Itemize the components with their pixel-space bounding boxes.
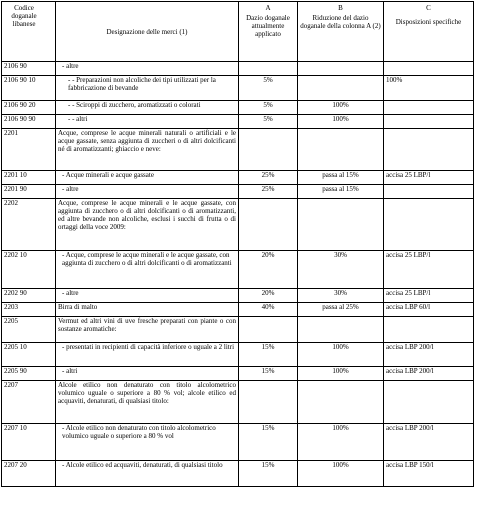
row-col-c: [384, 62, 474, 76]
row-code: 2106 90 20: [2, 101, 56, 115]
row-col-c: accisa LBP 60/l: [384, 303, 474, 317]
table-row: [2, 115, 474, 129]
row-code: 2201 90: [2, 185, 56, 199]
row-desc: - Acque minerali e acque gassate: [56, 171, 239, 185]
row-desc: - Acque, comprese le acque minerali e le acque gassate, con aggiunta di zucchero o di altri dolcificanti o di aromatizzanti: [56, 251, 239, 289]
row-col-b: passa al 25%: [298, 303, 384, 317]
row-col-b: [298, 317, 384, 343]
row-code: 2205 10: [2, 343, 56, 367]
row-desc: Vermut ed altri vini di uve fresche preparati con piante o con sostanze aromatiche:: [56, 317, 239, 343]
table-row: [2, 381, 474, 424]
row-code: 2106 90 10: [2, 76, 56, 101]
row-desc: - presentati in recipienti di capacità inferiore o uguale a 2 litri: [56, 343, 239, 367]
row-col-c: accisa LBP 200/l: [384, 367, 474, 381]
header-col-b-letter: B: [338, 4, 343, 12]
row-col-c: [384, 115, 474, 129]
row-desc: - altre: [56, 185, 239, 199]
header-desc: [56, 2, 239, 62]
header-code-label: Codice doganale libanese: [11, 4, 37, 28]
row-desc: - Alcole etilico ed acquaviti, denaturati, di qualsiasi titolo: [56, 461, 239, 487]
table-row: [2, 424, 474, 461]
header-desc-label: Designazione delle merci (1): [106, 27, 188, 36]
table-row: [2, 251, 474, 289]
row-col-a: 15%: [239, 367, 298, 381]
row-code: 2202: [2, 199, 56, 251]
row-col-c: [384, 381, 474, 424]
row-code: 2205 90: [2, 367, 56, 381]
row-col-b: 100%: [298, 343, 384, 367]
header-col-a-label: Dazio doganale attualmente applicato: [246, 14, 290, 38]
header-col-c-label: Disposizioni specifiche: [395, 18, 462, 26]
header-col-b-label: Riduzione del dazio doganale della colonna A (2): [300, 14, 381, 30]
row-col-a: 40%: [239, 303, 298, 317]
row-col-b: 100%: [298, 115, 384, 129]
row-col-a: [239, 129, 298, 171]
row-col-b: passa al 15%: [298, 171, 384, 185]
table-row: [2, 171, 474, 185]
row-col-a: 15%: [239, 343, 298, 367]
row-code: 2202 90: [2, 289, 56, 303]
row-desc: Acque, comprese le acque minerali e le acque gassate, con aggiunta di zucchero o di altri dolcificanti o di aromatizzanti, ed altre bevande non alcoliche, esclusi i succhi di frutta o di ortaggi della voce 2009:: [56, 199, 239, 251]
row-desc: - Alcole etilico non denaturato con titolo alcolometrico volumico uguale o superiore a 80 % vol: [56, 424, 239, 461]
row-col-c: [384, 185, 474, 199]
table-row: [2, 289, 474, 303]
row-col-a: 5%: [239, 115, 298, 129]
header-code: [2, 2, 56, 62]
header-col-a: [239, 2, 298, 62]
table-row: [2, 101, 474, 115]
row-col-a: [239, 62, 298, 76]
row-col-a: 20%: [239, 251, 298, 289]
row-col-b: passa al 15%: [298, 185, 384, 199]
table-row: [2, 62, 474, 76]
table-row: [2, 129, 474, 171]
row-col-b: 100%: [298, 461, 384, 487]
header-col-c-letter: C: [426, 4, 431, 12]
row-col-b: 30%: [298, 251, 384, 289]
table-row: [2, 461, 474, 487]
row-col-b: [298, 76, 384, 101]
header-col-b: [298, 2, 384, 62]
row-code: 2207 10: [2, 424, 56, 461]
row-col-b: 100%: [298, 424, 384, 461]
table-row: [2, 185, 474, 199]
row-code: 2203: [2, 303, 56, 317]
table-row: [2, 343, 474, 367]
row-desc: - - Preparazioni non alcoliche dei tipi utilizzati per la fabbricazione di bevande: [56, 76, 239, 101]
row-col-b: [298, 129, 384, 171]
row-desc: Birra di malto: [56, 303, 239, 317]
table-row: [2, 199, 474, 251]
table-row: [2, 76, 474, 101]
header-row: [2, 2, 474, 62]
header-col-c: [384, 2, 474, 62]
table-row: [2, 367, 474, 381]
row-desc: Alcole etilico non denaturato con titolo alcolometrico volumico uguale o superiore a 80 % vol; alcole etilico ed acquaviti, denaturati, di qualsiasi titolo:: [56, 381, 239, 424]
row-col-b: 100%: [298, 101, 384, 115]
row-desc: - altri: [56, 367, 239, 381]
row-col-b: 100%: [298, 367, 384, 381]
row-code: 2207: [2, 381, 56, 424]
row-col-a: [239, 381, 298, 424]
header-col-a-letter: A: [265, 4, 271, 12]
row-code: 2106 90: [2, 62, 56, 76]
tariff-table: [1, 1, 474, 487]
row-desc: - - altri: [56, 115, 239, 129]
row-col-a: 25%: [239, 185, 298, 199]
row-col-a: 5%: [239, 76, 298, 101]
row-col-a: 25%: [239, 171, 298, 185]
row-col-c: 100%: [384, 76, 474, 101]
row-desc: - - Sciroppi di zucchero, aromatizzati o colorati: [56, 101, 239, 115]
row-col-c: accisa LBP 200/l: [384, 343, 474, 367]
row-desc: - altre: [56, 62, 239, 76]
row-desc: - altre: [56, 289, 239, 303]
row-col-c: accisa 25 LBP/l: [384, 289, 474, 303]
row-col-a: [239, 199, 298, 251]
row-col-c: accisa LBP 200/l: [384, 424, 474, 461]
row-code: 2201 10: [2, 171, 56, 185]
row-col-a: 5%: [239, 101, 298, 115]
row-desc: Acque, comprese le acque minerali naturali o artificiali e le acque gassate, senza aggiunta di zuccheri o di altri dolcificanti né di aromatizzanti; ghiaccio e neve:: [56, 129, 239, 171]
row-col-b: [298, 199, 384, 251]
row-code: 2207 20: [2, 461, 56, 487]
row-col-c: [384, 317, 474, 343]
row-col-b: [298, 62, 384, 76]
row-col-c: [384, 199, 474, 251]
row-col-c: accisa 25 LBP/l: [384, 171, 474, 185]
row-col-c: accisa LBP 150/l: [384, 461, 474, 487]
row-col-c: [384, 101, 474, 115]
row-col-b: 30%: [298, 289, 384, 303]
row-col-a: [239, 317, 298, 343]
table-row: [2, 317, 474, 343]
row-col-c: [384, 129, 474, 171]
row-code: 2202 10: [2, 251, 56, 289]
row-code: 2205: [2, 317, 56, 343]
row-col-a: 20%: [239, 289, 298, 303]
row-code: 2106 90 90: [2, 115, 56, 129]
row-col-c: accisa 25 LBP/l: [384, 251, 474, 289]
table-row: [2, 303, 474, 317]
row-col-a: 15%: [239, 461, 298, 487]
row-col-a: 15%: [239, 424, 298, 461]
row-col-b: [298, 381, 384, 424]
row-code: 2201: [2, 129, 56, 171]
